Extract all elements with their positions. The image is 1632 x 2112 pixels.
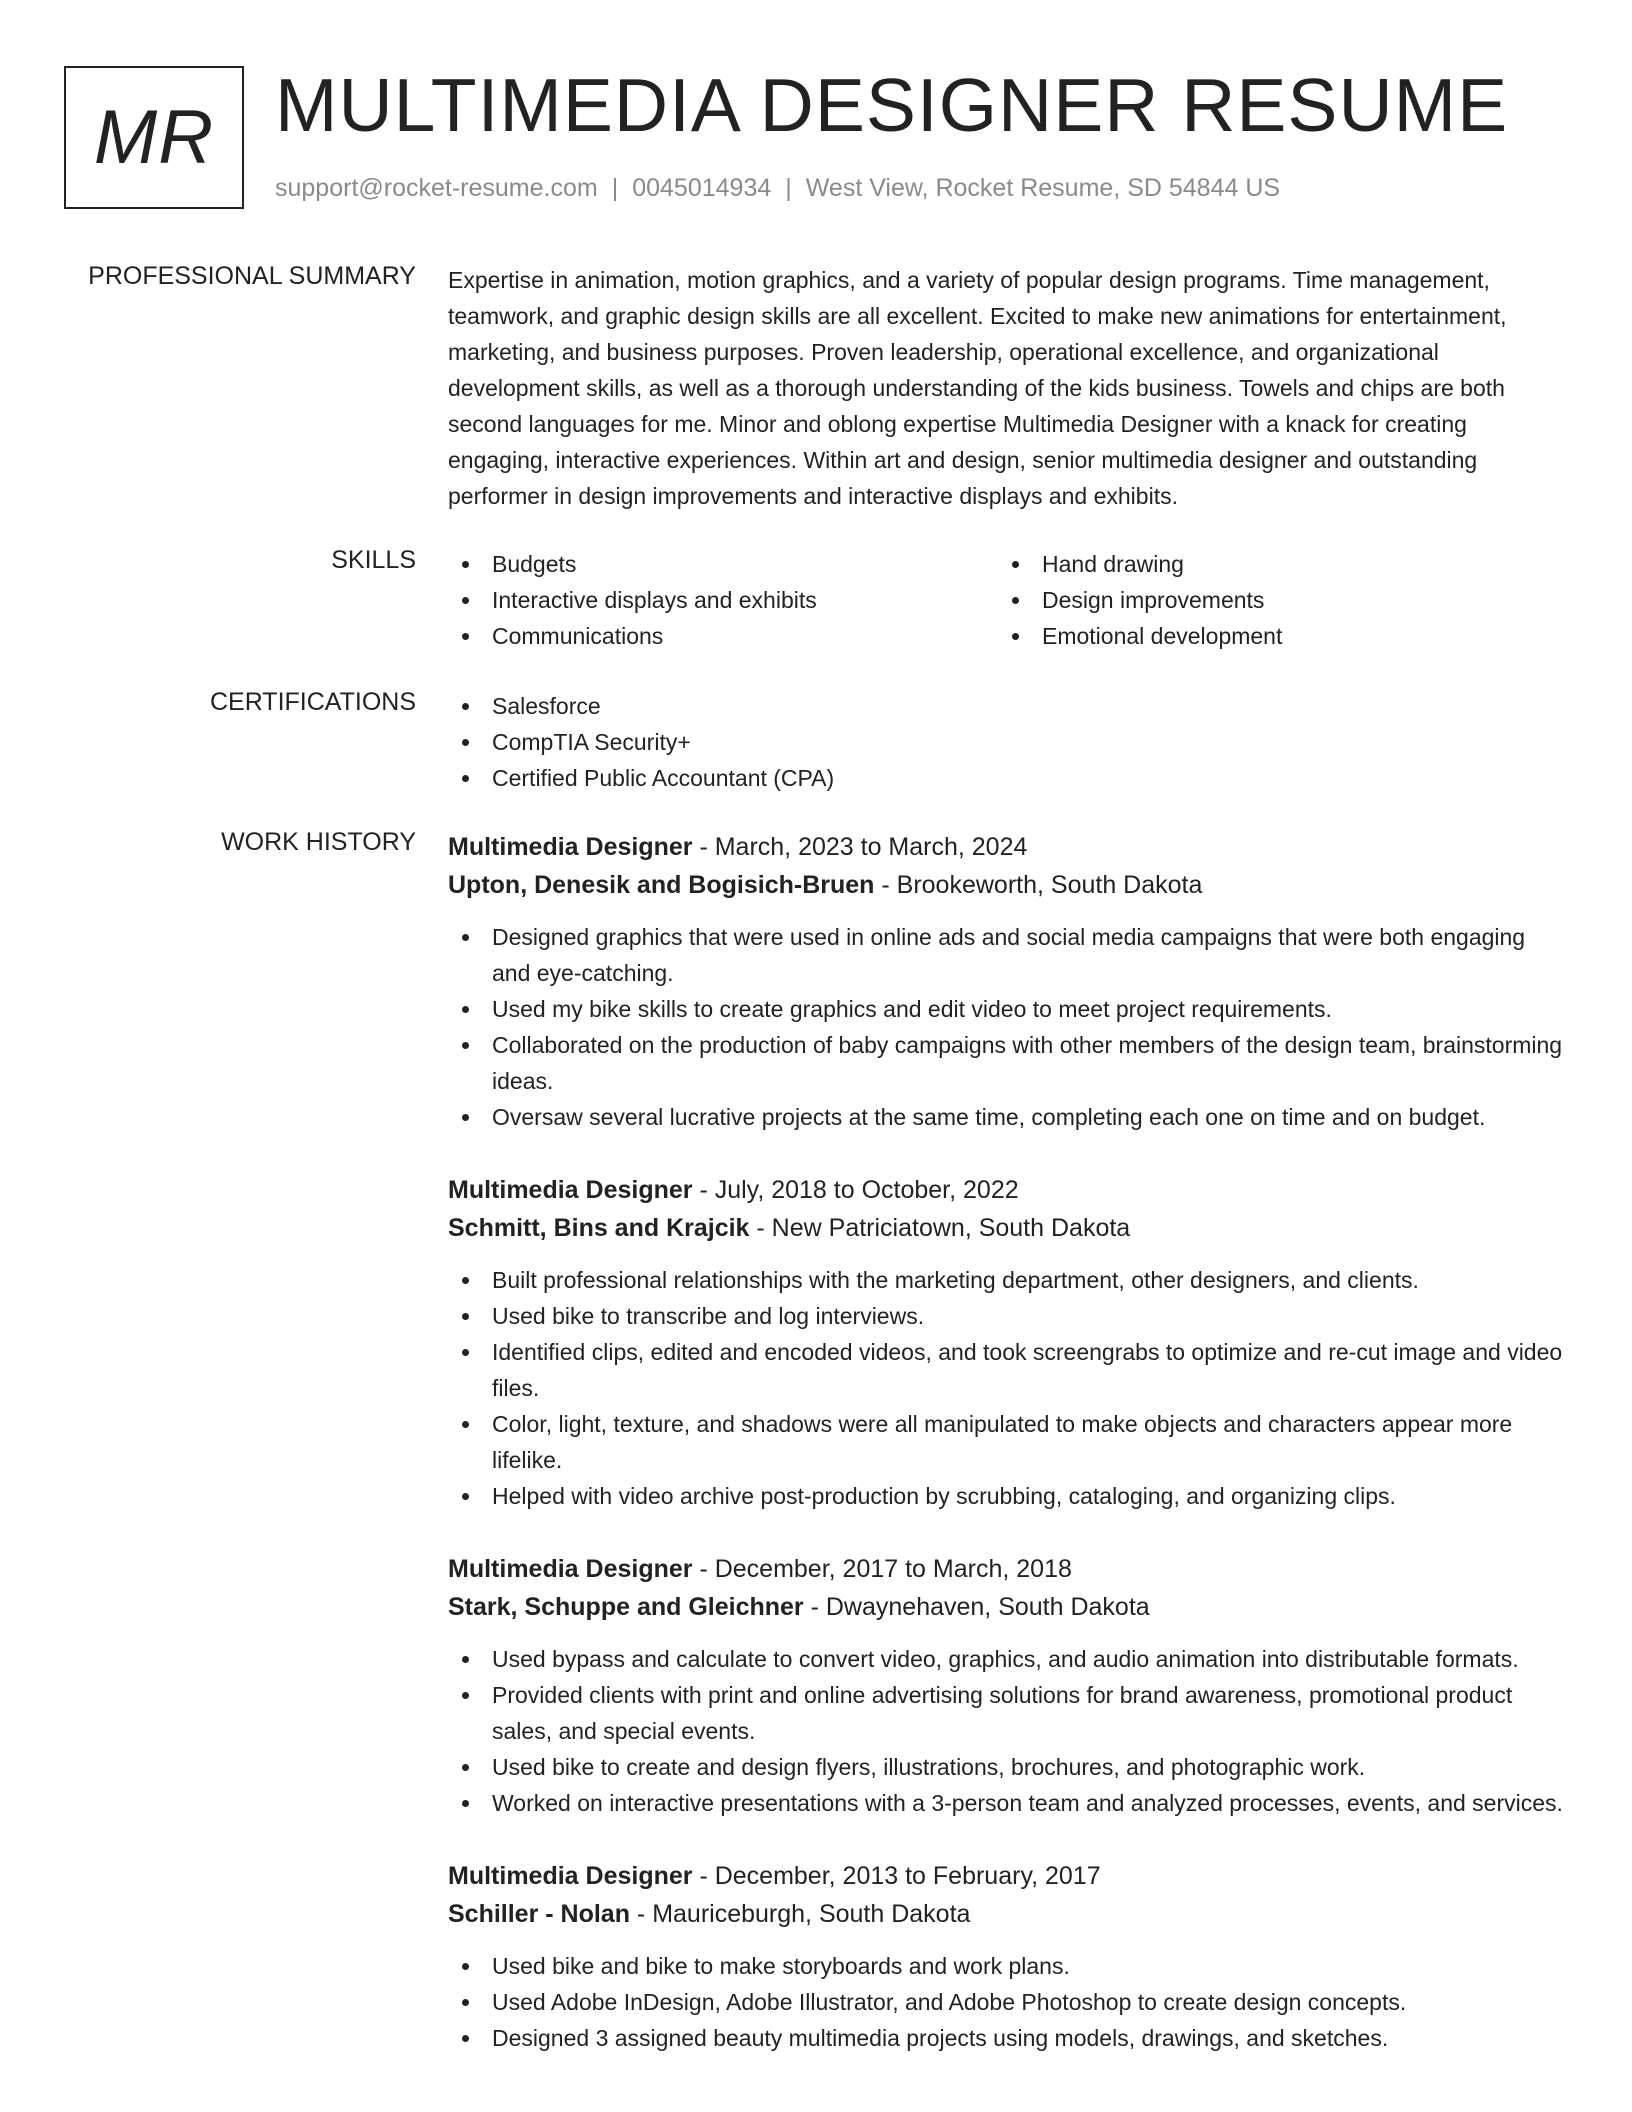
job-location: - Brookeworth, South Dakota [874, 871, 1203, 899]
job-duty-item: Designed graphics that were used in online ads and social media campaigns that were both engaging and eye-catching. [448, 919, 1568, 991]
job-dates: - July, 2018 to October, 2022 [692, 1176, 1019, 1204]
resume-header [64, 63, 1564, 210]
section-heading-skills: SKILLS [331, 546, 416, 574]
job-dates: - December, 2013 to February, 2017 [692, 1862, 1101, 1890]
skill-item: Hand drawing [998, 546, 1548, 582]
job-duty-item: Oversaw several lucrative projects at the same time, completing each one on time and on budget. [448, 1099, 1568, 1135]
section-heading-certifications: CERTIFICATIONS [209, 688, 416, 716]
job-duty-item: Used bike to create and design flyers, illustrations, brochures, and photographic work. [448, 1749, 1568, 1785]
job-duty-item: Worked on interactive presentations with a 3-person team and analyzed processes, events, and services. [448, 1785, 1568, 1821]
contact-line [275, 174, 1280, 203]
job-company: Upton, Denesik and Bogisich-Bruen [448, 871, 875, 899]
job-duty-item: Designed 3 assigned beauty multimedia projects using models, drawings, and sketches. [448, 2020, 1568, 2056]
job-company: Stark, Schuppe and Gleichner [448, 1593, 804, 1621]
job-company-line [448, 1588, 1568, 1626]
job-title: Multimedia Designer [448, 1176, 693, 1204]
job-duty-item: Used my bike skills to create graphics and edit video to meet project requirements. [448, 991, 1568, 1027]
job-duty-item: Built professional relationships with the marketing department, other designers, and clients. [448, 1262, 1568, 1298]
skill-item: Budgets [448, 546, 998, 582]
skill-item: Communications [448, 618, 998, 654]
job-company: Schiller - Nolan [448, 1900, 630, 1928]
job-location: - Mauriceburgh, South Dakota [629, 1900, 971, 1928]
job-duty-item: Collaborated on the production of baby campaigns with other members of the design team, brainstorming ideas. [448, 1027, 1568, 1099]
job-title: Multimedia Designer [448, 1555, 693, 1583]
job-duties [448, 1641, 1568, 1821]
job-duties [448, 919, 1568, 1135]
job-title: Multimedia Designer [448, 1862, 693, 1890]
job-duty-item: Used bypass and calculate to convert video, graphics, and audio animation into distributable formats. [448, 1641, 1568, 1677]
certification-item: Salesforce [448, 688, 1568, 724]
job-company-line [448, 1895, 1568, 1933]
section-heading-work-history: WORK HISTORY [221, 828, 416, 856]
section-heading-summary: PROFESSIONAL SUMMARY [88, 262, 416, 290]
resume-title: MULTIMEDIA DESIGNER RESUME [275, 63, 1509, 147]
job-duty-item: Used bike to transcribe and log interviews. [448, 1298, 1568, 1334]
skills-list-left [448, 546, 998, 654]
job-dates: - March, 2023 to March, 2024 [692, 833, 1028, 861]
job-title: Multimedia Designer [448, 833, 693, 861]
contact-address: West View, Rocket Resume, SD 54844 US [805, 174, 1281, 202]
contact-email[interactable]: support@rocket-resume.com [275, 174, 598, 202]
job-title-line [448, 828, 1568, 866]
job-entry [448, 1171, 1568, 1514]
job-duty-item: Helped with video archive post-production by scrubbing, cataloging, and organizing clips. [448, 1478, 1568, 1514]
job-duty-item: Used bike and bike to make storyboards and work plans. [448, 1948, 1568, 1984]
job-duties [448, 1262, 1568, 1514]
certifications-body [448, 688, 1568, 796]
job-company-line [448, 866, 1568, 904]
contact-separator: | [611, 174, 619, 202]
certifications-list [448, 688, 1568, 796]
skills-body [448, 546, 1568, 654]
job-duties [448, 1948, 1568, 2056]
monogram-logo [64, 66, 244, 209]
job-company: Schmitt, Bins and Krajcik [448, 1214, 750, 1242]
job-entry [448, 828, 1568, 1135]
work-history-body [448, 828, 1568, 2092]
job-duty-item: Color, light, texture, and shadows were all manipulated to make objects and characters appear more lifelike. [448, 1406, 1568, 1478]
job-title-line [448, 1171, 1568, 1209]
certification-item: Certified Public Accountant (CPA) [448, 760, 1568, 796]
skills-list-right [998, 546, 1548, 654]
job-company-line [448, 1209, 1568, 1247]
job-entry [448, 1550, 1568, 1821]
certification-item: CompTIA Security+ [448, 724, 1568, 760]
job-location: - Dwaynehaven, South Dakota [803, 1593, 1150, 1621]
contact-phone[interactable]: 0045014934 [632, 174, 772, 202]
job-title-line [448, 1857, 1568, 1895]
skill-item: Interactive displays and exhibits [448, 582, 998, 618]
skill-item: Design improvements [998, 582, 1548, 618]
skill-item: Emotional development [998, 618, 1548, 654]
job-duty-item: Identified clips, edited and encoded videos, and took screengrabs to optimize and re-cut image and video files. [448, 1334, 1568, 1406]
job-entry [448, 1857, 1568, 2056]
job-location: - New Patriciatown, South Dakota [749, 1214, 1131, 1242]
summary-text: Expertise in animation, motion graphics, and a variety of popular design programs. Time management, teamwork, and graphic design skills are all excellent. Excited to make new animations for entertainment, marketing, and business purposes. Proven leadership, operational excellence, and organizational development skills, as well as a thorough understanding of the kids business. Towels and chips are both second languages for me. Minor and oblong expertise Multimedia Designer with a knack for creating engaging, interactive experiences. Within art and design, senior multimedia designer and outstanding performer in design improvements and interactive displays and exhibits. [448, 267, 1507, 509]
contact-separator: | [785, 174, 792, 202]
job-duty-item: Provided clients with print and online advertising solutions for brand awareness, promotional product sales, and special events. [448, 1677, 1568, 1749]
job-title-line [448, 1550, 1568, 1588]
monogram-initials: MR [93, 95, 215, 180]
job-duty-item: Used Adobe InDesign, Adobe Illustrator, and Adobe Photoshop to create design concepts. [448, 1984, 1568, 2020]
job-dates: - December, 2017 to March, 2018 [692, 1555, 1072, 1583]
